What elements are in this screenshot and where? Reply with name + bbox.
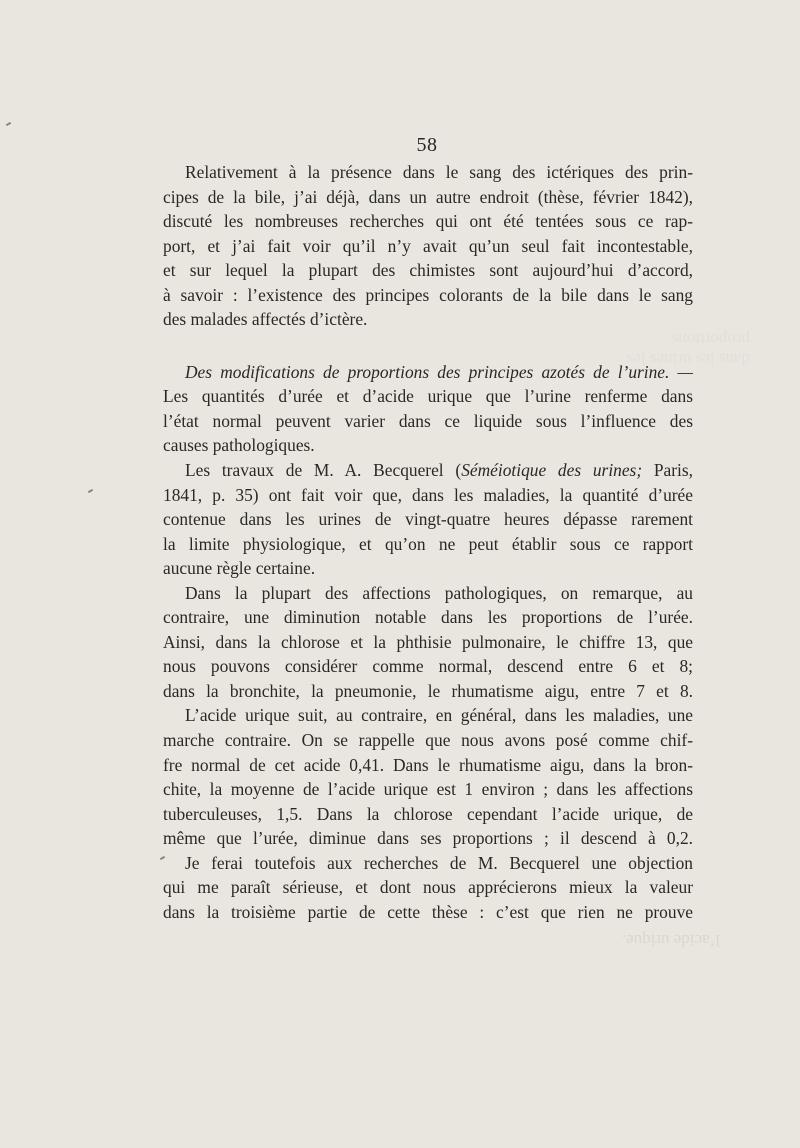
text-line: dans la troisième partie de cette thèse : c’est que rien ne prouve bbox=[163, 901, 693, 922]
text-line: l’état normal peuvent varier dans ce liquide sous l’influence des bbox=[163, 410, 693, 431]
text-line: nous pouvons considérer comme normal, descend entre 6 et 8; bbox=[163, 656, 693, 677]
text-line: qui me paraît sérieuse, et dont nous apprécierons mieux la valeur bbox=[163, 877, 693, 898]
text-line: Dans la plupart des affections pathologiques, on remarque, au bbox=[185, 582, 693, 603]
text-line: même que l’urée, diminue dans ses proportions ; il descend à 0,2. bbox=[163, 828, 693, 849]
text-line: L’acide urique suit, au contraire, en général, dans les maladies, une bbox=[185, 705, 693, 726]
text-line: tuberculeuses, 1,5. Dans la chlorose cependant l’acide urique, de bbox=[163, 803, 693, 824]
text-line: 1841, p. 35) ont fait voir que, dans les maladies, la quantité d’urée bbox=[163, 484, 693, 505]
text-line-citation bbox=[163, 458, 693, 483]
text-line: cipes de la bile, j’ai déjà, dans un autre endroit (thèse, février 1842), bbox=[163, 186, 693, 207]
body-text bbox=[163, 160, 693, 924]
text-line: contraire, une diminution notable dans les proportions de l’urée. bbox=[163, 607, 693, 628]
text-line: des malades affectés d’ictère. bbox=[163, 309, 368, 330]
text-line: dans la bronchite, la pneumonie, le rhumatisme aigu, entre 7 et 8. bbox=[163, 680, 693, 701]
text-line: et sur lequel la plupart des chimistes sont aujourd’hui d’accord, bbox=[163, 260, 693, 281]
text-line: chite, la moyenne de l’acide urique est 1 environ ; dans les affections bbox=[163, 779, 693, 800]
citation-place: Paris, bbox=[642, 460, 693, 481]
text-line: Je ferai toutefois aux recherches de M. Becquerel une objection bbox=[185, 852, 693, 873]
text-line: fre normal de cet acide 0,41. Dans le rhumatisme aigu, dans la bron- bbox=[163, 754, 693, 775]
show-through-text-bottom: l’acide urique. bbox=[621, 931, 720, 950]
text-line: la limite physiologique, et qu’on ne peut établir sous ce rapport bbox=[163, 533, 693, 554]
text-line: à savoir : l’existence des principes colorants de la bile dans le sang bbox=[163, 284, 693, 305]
text-line: port, et j’ai fait voir qu’il n’y avait qu’un seul fait incontestable, bbox=[163, 235, 693, 256]
text-line: causes pathologiques. bbox=[163, 435, 315, 456]
section-heading: Des modifications de proportions des principes azotés de l’urine. — bbox=[185, 361, 693, 382]
text-line: aucune règle certaine. bbox=[163, 558, 316, 579]
paper-speck bbox=[88, 489, 93, 493]
paper-speck bbox=[6, 122, 11, 126]
text-line: Ainsi, dans la chlorose et la phthisie pulmonaire, le chiffre 13, que bbox=[163, 631, 693, 652]
text-line: marche contraire. On se rappelle que nous avons posé comme chif- bbox=[163, 730, 693, 751]
text-line: Relativement à la présence dans le sang des ictériques des prin- bbox=[185, 162, 693, 182]
text-line: discuté les nombreuses recherches qui ont été tentées sous ce rap- bbox=[163, 211, 693, 232]
text-line: Les quantités d’urée et d’acide urique que l’urine renferme dans bbox=[163, 386, 693, 407]
page-number: 58 bbox=[416, 134, 438, 156]
citation-lead: Les travaux de M. A. Becquerel ( bbox=[185, 460, 462, 481]
paragraph-gap bbox=[163, 332, 693, 360]
show-through-text-top: dans les urines les proportions bbox=[626, 330, 750, 369]
text-line: contenue dans les urines de vingt-quatre heures dépasse rarement bbox=[163, 509, 693, 530]
citation-title: Séméiotique des urines; bbox=[461, 460, 643, 481]
